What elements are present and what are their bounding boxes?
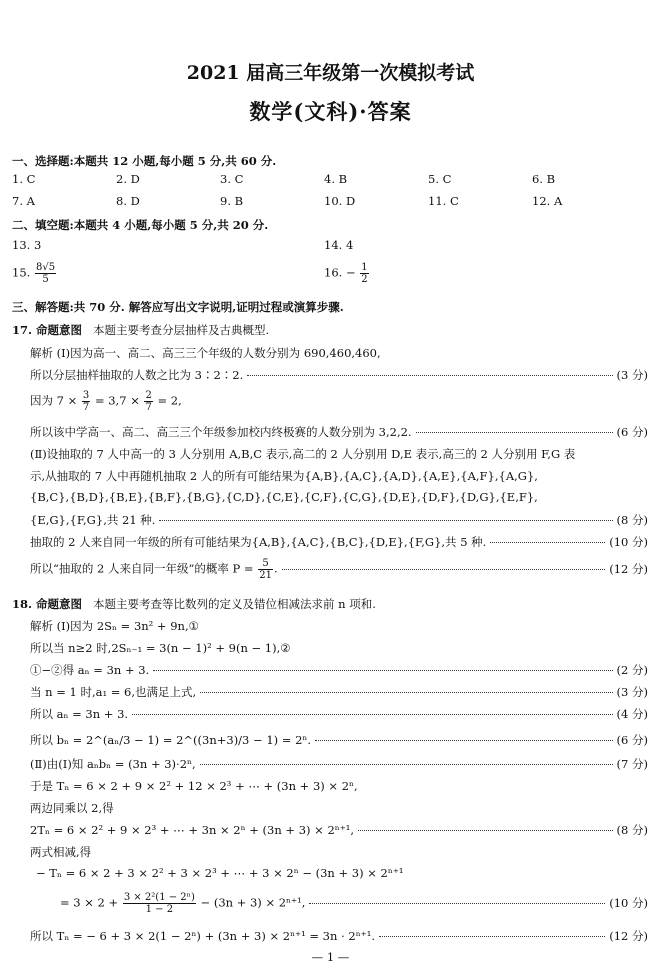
q17-line-5: (Ⅱ)设抽取的 7 人中高一的 3 人分别用 A,B,C 表示,高二的 2 人分别用 D,E 表示,高三的 2 人分别用 F,G 表 — [30, 447, 576, 461]
q18-line-13a: = 3 × 2 + — [60, 895, 119, 910]
q18-points-3: (3 分) — [616, 685, 648, 699]
fill-answer-15-label: 15. — [12, 265, 31, 280]
q17-line-4-text: 所以该中学高一、高二、高三三个年级参加校内终极赛的人数分别为 3,2,2. — [30, 425, 412, 439]
fraction-16-den: 2 — [361, 274, 368, 285]
q17-points-12: (12 分) — [609, 561, 648, 576]
choice-answer-9: 9. B — [220, 194, 244, 208]
choice-answer-6: 6. B — [532, 172, 556, 186]
choice-answer-10: 10. D — [324, 194, 356, 208]
q17-line-1: 解析 (Ⅰ)因为高一、高二、高三三个年级的人数分别为 690,460,460, — [30, 346, 381, 360]
q18-line-10 — [30, 822, 648, 838]
q17-line-10-text: 所以“抽取的 2 人来自同一年级”的概率 P = $\frac{5}{21}$ . — [30, 558, 278, 581]
q17-line-3b: = 3,7 × — [94, 393, 140, 408]
q17-frac-2-num: 2 — [145, 390, 152, 401]
q17-line-2-text: 所以分层抽样抽取的人数之比为 3∶2∶2. — [30, 368, 244, 382]
fill-answer-16 — [324, 262, 370, 285]
q18-line-12: − Tₙ = 6 × 2 + 3 × 2² + 3 × 2³ + ⋯ + 3 × 2ⁿ − (3n + 3) × 2ⁿ⁺¹ — [36, 866, 404, 880]
q18-line-14 — [30, 928, 648, 944]
q18-points-7: (7 分) — [616, 757, 648, 771]
q17-frac-2 — [144, 390, 152, 413]
q17-line-3a: 因为 7 × — [30, 393, 78, 408]
q18-frac-1-den: 1 − 2 — [145, 904, 174, 915]
q17-line-2 — [30, 367, 648, 383]
q17-line-10 — [30, 558, 648, 581]
q17-line-9-text: 抽取的 2 人来自同一年级的所有可能结果为{A,B},{A,C},{B,C},{D,E},{F,G},共 5 种. — [30, 535, 487, 549]
choice-answer-4: 4. B — [324, 172, 348, 186]
choice-answer-7: 7. A — [12, 194, 35, 208]
fraction-15-num: 8√5 — [35, 262, 56, 273]
q17-frac-3-den: 21 — [259, 570, 272, 581]
q18-line-5 — [30, 706, 648, 722]
q17-frac-2-den: 7 — [145, 402, 152, 413]
fraction-15 — [35, 262, 56, 285]
q18-line-4-text: 当 n = 1 时,a₁ = 6,也满足上式, — [30, 685, 197, 699]
q18-intent — [12, 596, 376, 612]
q18-line-8: 于是 Tₙ = 6 × 2 + 9 × 2² + 12 × 2³ + ⋯ + (3n + 3) × 2ⁿ, — [30, 779, 358, 793]
q18-line-6-text: 所以 bₙ = 2^(aₙ/3 − 1) = 2^((3n+3)/3 − 1) = 2ⁿ. — [30, 733, 312, 747]
q17-line-8 — [30, 512, 648, 528]
q18-line-9: 两边同乘以 2,得 — [30, 801, 114, 815]
fraction-15-den: 5 — [42, 274, 49, 285]
choice-answer-2: 2. D — [116, 172, 140, 186]
q18-line-13b: − (3n + 3) × 2ⁿ⁺¹, — [200, 895, 306, 910]
q18-line-14-text: 所以 Tₙ = − 6 + 3 × 2(1 − 2ⁿ) + (3n + 3) × 2ⁿ⁺¹ = 3n · 2ⁿ⁺¹. — [30, 929, 375, 943]
q18-line-3 — [30, 662, 648, 678]
q18-intent-label: 18. 命题意图 — [12, 597, 83, 611]
choice-answer-5: 5. C — [428, 172, 452, 186]
q18-frac-1 — [123, 892, 196, 915]
section-fill-heading: 二、填空题:本题共 4 小题,每小题 5 分,共 20 分. — [12, 218, 269, 232]
page-number: — 1 — — [311, 950, 350, 964]
q17-frac-1 — [82, 390, 90, 413]
choice-answer-12: 12. A — [532, 194, 563, 208]
q18-intent-text: 本题主要考查等比数列的定义及错位相减法求前 n 项和. — [92, 597, 376, 611]
q17-line-3 — [30, 390, 182, 413]
fill-answer-14: 14. 4 — [324, 238, 354, 252]
q18-line-7-text: (Ⅱ)由(Ⅰ)知 aₙbₙ = (3n + 3)·2ⁿ, — [30, 757, 196, 771]
q17-frac-3 — [258, 558, 273, 581]
q18-line-1: 解析 (Ⅰ)因为 2Sₙ = 3n² + 9n,① — [30, 619, 199, 633]
q17-frac-3-num: 5 — [258, 558, 273, 570]
q17-line-4 — [30, 424, 648, 440]
fill-answer-13: 13. 3 — [12, 238, 42, 252]
q18-line-5-text: 所以 aₙ = 3n + 3. — [30, 707, 129, 721]
answer-subtitle: 数学(文科)·答案 — [249, 99, 412, 124]
q17-frac-1-den: 7 — [82, 402, 90, 413]
q17-points-6: (6 分) — [616, 425, 648, 439]
section-solution-heading: 三、解答题:共 70 分. 解答应写出文字说明,证明过程或演算步骤. — [12, 300, 344, 314]
fill-answer-15 — [12, 262, 57, 285]
q18-line-10-text: 2Tₙ = 6 × 2² + 9 × 2³ + ⋯ + 3n × 2ⁿ + (3n + 3) × 2ⁿ⁺¹, — [30, 823, 355, 837]
exam-title: 2021 届高三年级第一次模拟考试 — [186, 62, 475, 84]
q18-line-13-text — [60, 892, 305, 915]
choice-answer-8: 8. D — [116, 194, 140, 208]
q18-line-7 — [30, 756, 648, 772]
q18-points-12: (12 分) — [609, 929, 648, 943]
choice-answer-3: 3. C — [220, 172, 244, 186]
q17-intent — [12, 322, 269, 338]
q17-line-7: {B,C},{B,D},{B,E},{B,F},{B,G},{C,D},{C,E},{C,F},{C,G},{D,E},{D,F},{D,G},{E,F}, — [30, 490, 538, 504]
q18-points-8: (8 分) — [616, 823, 648, 837]
q18-line-6 — [30, 732, 648, 748]
fraction-16 — [360, 262, 368, 285]
q17-intent-label: 17. 命题意图 — [12, 323, 83, 337]
q17-line-8-text: {E,G},{F,G},共 21 种. — [30, 513, 156, 527]
q18-line-4 — [30, 684, 648, 700]
fraction-16-num: 1 — [361, 262, 368, 273]
q18-points-2: (2 分) — [616, 663, 648, 677]
q18-line-13 — [60, 892, 648, 915]
q18-points-6: (6 分) — [616, 733, 648, 747]
fill-answer-16-label: 16. − — [324, 265, 356, 280]
q17-line-10a: 所以“抽取的 2 人来自同一年级”的概率 P = — [30, 561, 254, 576]
q18-line-11: 两式相减,得 — [30, 845, 92, 859]
q18-points-10: (10 分) — [609, 895, 648, 910]
q17-line-9 — [30, 534, 648, 550]
choice-answer-1: 1. C — [12, 172, 36, 186]
q17-line-6: 示,从抽取的 7 人中再随机抽取 2 人的所有可能结果为{A,B},{A,C},{A,D},{A,E},{A,F},{A,G}, — [30, 469, 538, 483]
q17-intent-text: 本题主要考查分层抽样及古典概型. — [92, 323, 270, 337]
choice-answer-11: 11. C — [428, 194, 459, 208]
q17-points-10: (10 分) — [609, 535, 648, 549]
section-choice-heading: 一、选择题:本题共 12 小题,每小题 5 分,共 60 分. — [12, 154, 277, 168]
q17-points-8: (8 分) — [616, 513, 648, 527]
q17-line-3c: = 2, — [157, 393, 182, 408]
q17-frac-1-num: 3 — [82, 390, 90, 401]
q18-line-3-text: ①−②得 aₙ = 3n + 3. — [30, 663, 150, 677]
q17-points-3: (3 分) — [616, 368, 648, 382]
q18-frac-1-num: 3 × 2²(1 − 2ⁿ) — [123, 892, 195, 903]
q18-points-4: (4 分) — [616, 707, 648, 721]
q18-line-2: 所以当 n≥2 时,2Sₙ₋₁ = 3(n − 1)² + 9(n − 1),② — [30, 641, 291, 655]
